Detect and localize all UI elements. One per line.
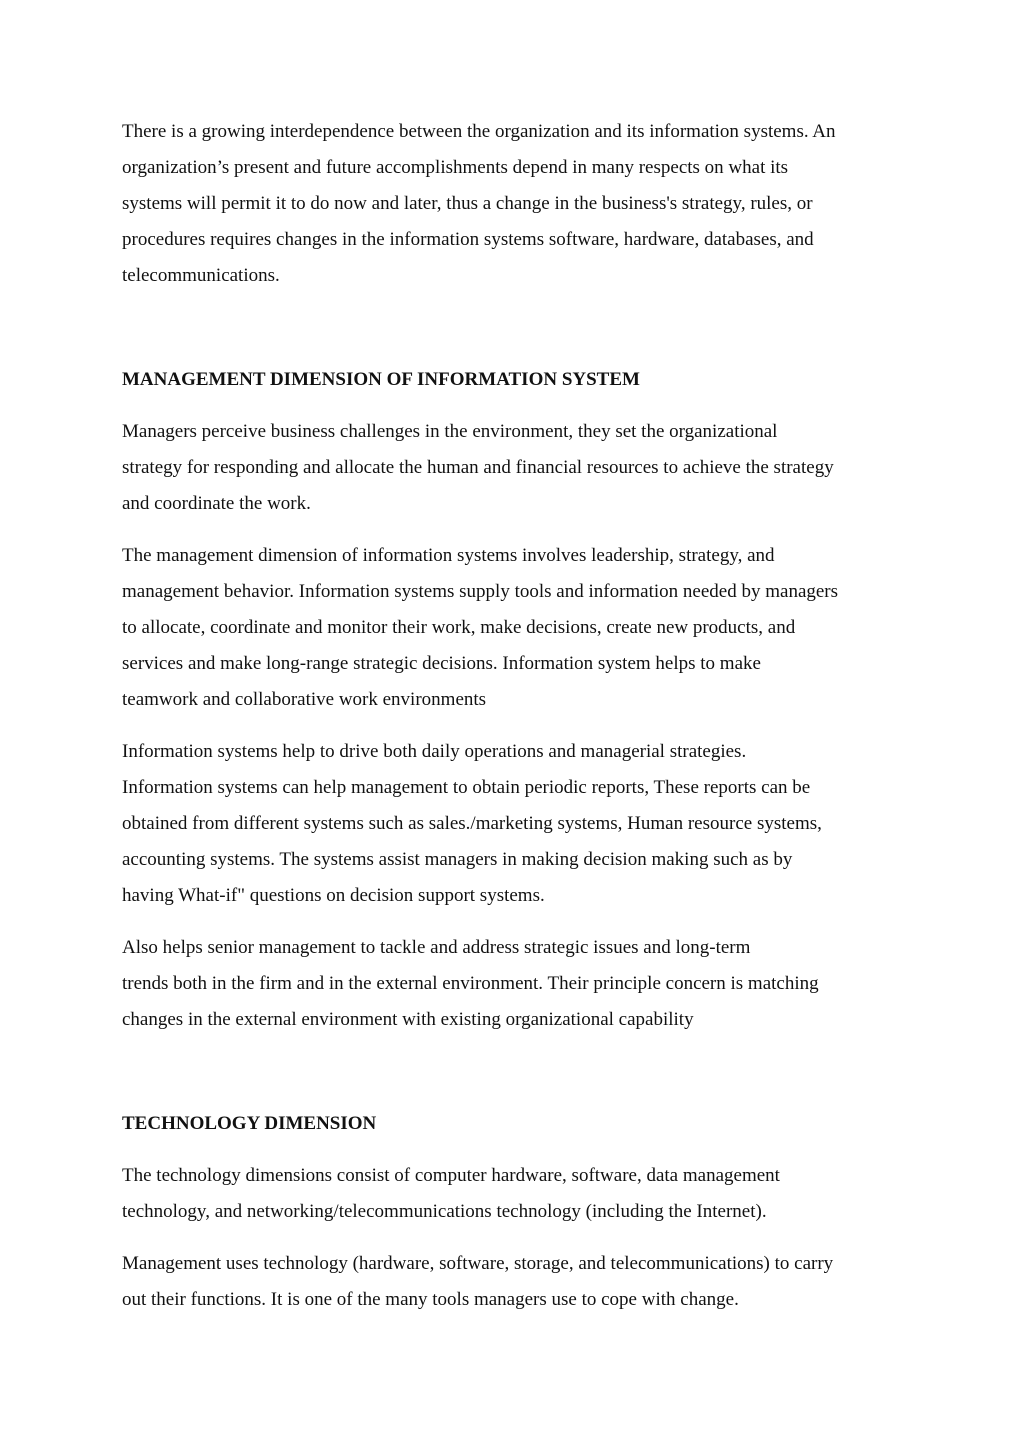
text-line: accounting systems. The systems assist managers in making decision making such as by: [122, 849, 793, 870]
technology-section-heading: TECHNOLOGY DIMENSION: [122, 1113, 377, 1134]
text-line: management behavior. Information systems supply tools and information needed by managers: [122, 581, 839, 602]
section-spacer: [122, 310, 914, 362]
text-line: There is a growing interdependence between the organization and its information systems. An: [122, 121, 836, 142]
text-line: services and make long-range strategic decisions. Information system helps to make: [122, 653, 761, 674]
text-line: changes in the external environment with existing organizational capability: [122, 1009, 694, 1030]
management-section-heading: MANAGEMENT DIMENSION OF INFORMATION SYSTEM: [122, 369, 640, 390]
intro-paragraph: [122, 114, 914, 294]
text-line: obtained from different systems such as sales./marketing systems, Human resource systems,: [122, 813, 822, 834]
text-line: Information systems help to drive both daily operations and managerial strategies.: [122, 741, 747, 762]
management-paragraph-1: [122, 414, 914, 522]
text-line: teamwork and collaborative work environments: [122, 689, 487, 710]
text-line: Also helps senior management to tackle and address strategic issues and long-term: [122, 937, 751, 958]
text-line: organization’s present and future accomplishments depend in many respects on what its: [122, 157, 789, 178]
text-line: Managers perceive business challenges in the environment, they set the organizational: [122, 421, 778, 442]
text-line: The technology dimensions consist of computer hardware, software, data management: [122, 1165, 780, 1186]
technology-paragraph-1: [122, 1158, 914, 1230]
text-line: having What-if" questions on decision support systems.: [122, 885, 545, 906]
text-line: technology, and networking/telecommunications technology (including the Internet).: [122, 1201, 767, 1222]
management-paragraph-3: [122, 734, 914, 914]
text-line: and coordinate the work.: [122, 493, 311, 514]
management-paragraph-2: [122, 538, 914, 718]
text-line: out their functions. It is one of the many tools managers use to cope with change.: [122, 1289, 739, 1310]
text-line: to allocate, coordinate and monitor their work, make decisions, create new products, and: [122, 617, 796, 638]
text-line: procedures requires changes in the information systems software, hardware, databases, and: [122, 229, 814, 250]
text-line: Information systems can help management to obtain periodic reports, These reports can be: [122, 777, 811, 798]
text-line: trends both in the firm and in the external environment. Their principle concern is matching: [122, 973, 819, 994]
text-line: Management uses technology (hardware, software, storage, and telecommunications) to carry: [122, 1253, 834, 1274]
text-line: The management dimension of information systems involves leadership, strategy, and: [122, 545, 775, 566]
text-line: telecommunications.: [122, 265, 280, 286]
section-spacer: [122, 1054, 914, 1106]
text-line: systems will permit it to do now and later, thus a change in the business's strategy, rules, or: [122, 193, 813, 214]
management-paragraph-4: [122, 930, 914, 1038]
text-line: strategy for responding and allocate the human and financial resources to achieve the strategy: [122, 457, 834, 478]
technology-paragraph-2: [122, 1246, 914, 1318]
